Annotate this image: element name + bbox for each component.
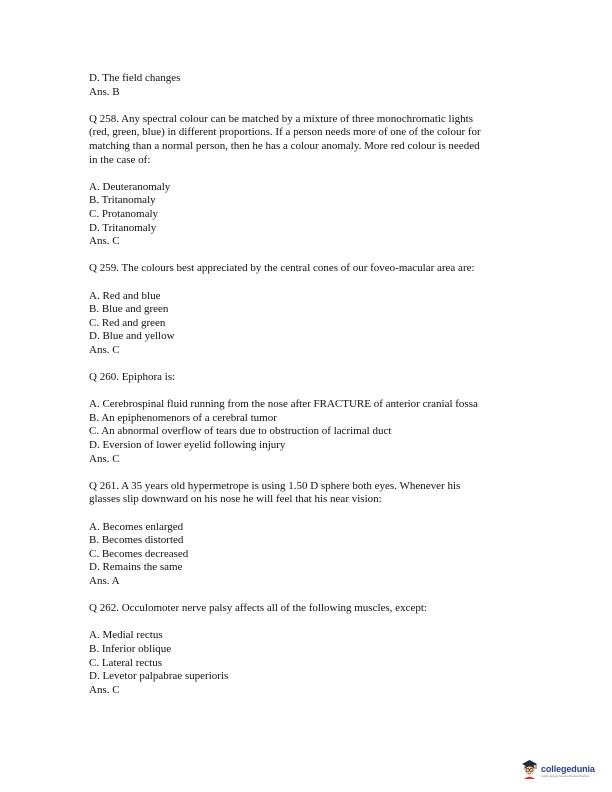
option-d: D. Levetor palpabrae superioris — [89, 670, 229, 683]
option-b: B. Becomes distorted — [89, 534, 184, 547]
logo-tagline: India's largest Student Review Platform — [541, 774, 590, 778]
option-a: A. Becomes enlarged — [89, 520, 184, 533]
option-a: A. Deuteranomaly — [89, 180, 171, 193]
question-text-line: Q 258. Any spectral colour can be matched by a mixture of three monochromatic lights — [89, 112, 473, 125]
option-a: A. Medial rectus — [89, 629, 163, 642]
answer: Ans. C — [89, 343, 120, 356]
answer: Ans. C — [89, 235, 120, 248]
page-content — [89, 72, 529, 697]
option-a: A. Cerebrospinal fluid running from the nose after FRACTURE of anterior cranial fossa — [89, 398, 478, 411]
question-text-line: Q 260. Epiphora is: — [89, 371, 176, 384]
answer: Ans. C — [89, 452, 120, 465]
option-d: D. Blue and yellow — [89, 330, 175, 343]
option-d: D. Tritanomaly — [89, 221, 157, 234]
question-text-line: in the case of: — [89, 153, 151, 166]
logo-name: collegedunia — [541, 764, 595, 774]
option-c: C. An abnormal overflow of tears due to obstruction of lacrimal duct — [89, 425, 392, 438]
option-c: C. Lateral rectus — [89, 656, 162, 669]
logo-text — [541, 764, 595, 778]
option-b: B. Blue and green — [89, 303, 169, 316]
option-d: D. Eversion of lower eyelid following injury — [89, 439, 286, 452]
question-text-line: Q 259. The colours best appreciated by the central cones of our foveo-macular area are: — [89, 262, 475, 275]
lead-block — [89, 72, 529, 99]
question-block-262 — [89, 602, 529, 697]
question-block-259 — [89, 262, 529, 357]
option-b: B. An epiphenomenors of a cerebral tumor — [89, 411, 277, 424]
option-d: D. Remains the same — [89, 561, 183, 574]
question-text-line: Q 262. Occulomoter nerve palsy affects all of the following muscles, except: — [89, 602, 427, 615]
option-c: C. Becomes decreased — [89, 547, 189, 560]
answer: Ans. C — [89, 683, 120, 696]
question-block-260 — [89, 371, 529, 466]
question-block-258 — [89, 113, 529, 249]
option-c: C. Red and green — [89, 316, 166, 329]
option-b: B. Tritanomaly — [89, 194, 156, 207]
collegedunia-logo — [521, 758, 605, 784]
question-text-line: glasses slip downward on his nose he will feel that his near vision: — [89, 493, 382, 506]
option-b: B. Inferior oblique — [89, 642, 172, 655]
question-text-line: matching than a normal person, then he has a colour anomaly. More red colour is needed — [89, 139, 480, 152]
answer: Ans. A — [89, 574, 120, 587]
question-text-line: (red, green, blue) in different proportions. If a person needs more of one of the colour for — [89, 126, 481, 139]
question-text-line: Q 261. A 35 years old hypermetrope is using 1.50 D sphere both eyes. Whenever his — [89, 479, 461, 492]
lead-answer: Ans. B — [89, 85, 120, 98]
lead-option: D. The field changes — [89, 72, 181, 84]
question-block-261 — [89, 480, 529, 589]
student-mascot-icon — [521, 759, 538, 784]
option-a: A. Red and blue — [89, 289, 161, 302]
option-c: C. Protanomaly — [89, 207, 159, 220]
